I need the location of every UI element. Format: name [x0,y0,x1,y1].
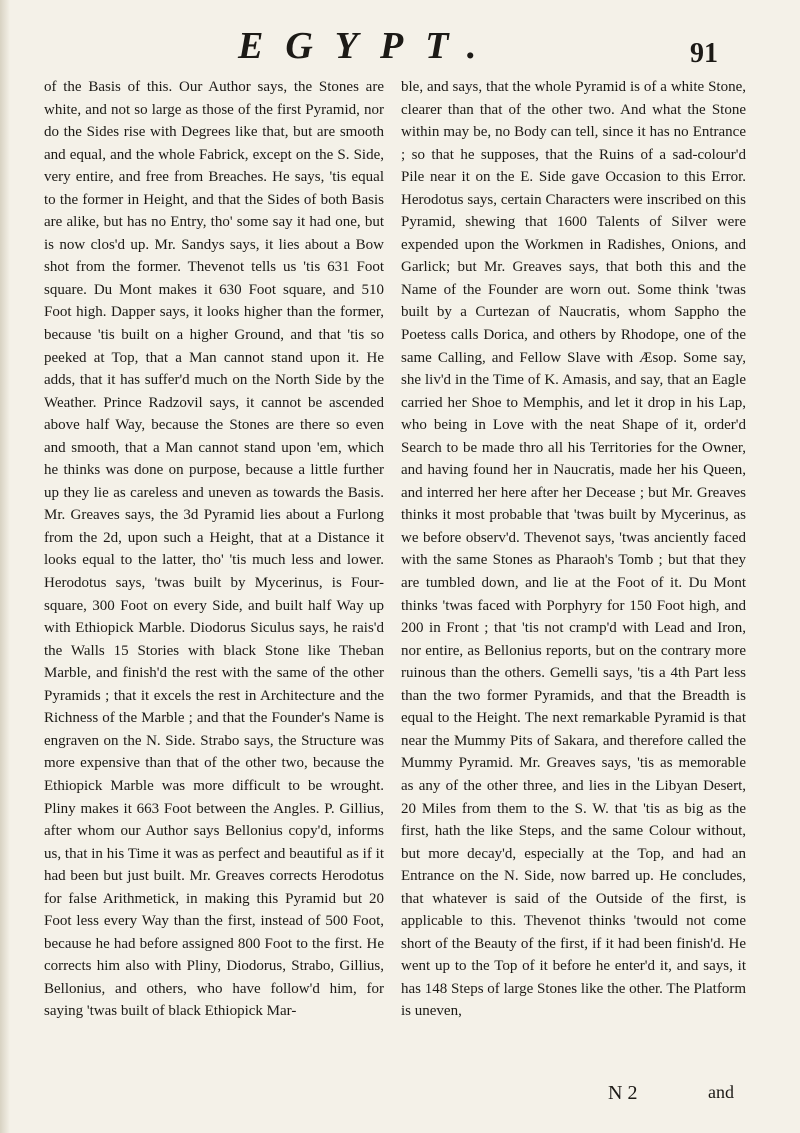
right-column [401,76,746,1023]
signature-mark: N 2 [608,1082,638,1104]
left-column-text: of the Basis of this. Our Author says, the Stones are white, and not so large as those of the first Pyramid, nor do the Sides rise with Degrees like that, but are smooth and equal, and the whole Fabrick, except on the S. Side, very entire, and free from Breaches. He says, 'tis equal to the former in Height, and that the Sides of both Basis are alike, but has no Entry, tho' some say it had one, but is now clos'd up. Mr. Sandys says, it lies about a Bow shot from the former. Thevenot tells us 'tis 631 Foot square. Du Mont makes it 630 Foot square, and 510 Foot high. Dapper says, it looks higher than the former, because 'tis built on a higher Ground, and that 'tis so peeked at Top, that a Man cannot stand upon it. He adds, that it has suffer'd much on the North Side by the Weather. Prince Radzovil says, it cannot be ascended above half Way, because the Stones are there so even and smooth, that a Man cannot stand upon 'em, which he thinks was done on purpose, because a little further up they lie as careless and uneven as towards the Basis. Mr. Greaves says, the 3d Pyramid lies about a Furlong from the 2d, upon such a Height, that at a Distance it looks equal to the latter, tho' 'tis much less and lower. Herodotus says, 'twas built by Mycerinus, is Four-square, 300 Foot on every Side, and built half Way up with Ethiopick Marble. Diodorus Siculus says, he rais'd the Walls 15 Stories with black Stone like Theban Marble, and finish'd the rest with the same of the other Pyramids ; that it excels the rest in Architecture and the Richness of the Marble ; and that the Founder's Name is engraven on the N. Side. Strabo says, the Structure was more expensive than that of the other two, because the Ethiopick Marble was more difficult to be wrought. Pliny makes it 663 Foot between the Angles. P. Gillius, after whom our Author says Bellonius copy'd, informs us, that in his Time it was as perfect and beautiful as if it had been but just built. Mr. Greaves corrects Herodotus for false Arithmetick, in making this Pyramid but 20 Foot less every Way than the first, instead of 500 Foot, because he had before assigned 800 Foot to the first. He corrects him also with Pliny, Diodorus, Strabo, Gillius, Bellonius, and others, who have follow'd him, for saying 'twas built of black Ethiopick Mar- [44,79,384,1020]
left-column [44,76,384,1023]
catchword: and [708,1082,734,1102]
running-head: EGYPT. [238,25,499,67]
right-column-text: ble, and says, that the whole Pyramid is of a white Stone, clearer than that of the other two. And what the Stone within may be, no Body can tell, since it has no Entrance ; so that he supposes, that the Ruins of a sad-colour'd Pile near it on the E. Side gave Occasion to this Error. Herodotus says, certain Characters were inscribed on this Pyramid, shewing that 1600 Talents of Silver were expended upon the Workmen in Radishes, Onions, and Garlick; but Mr. Greaves says, that both this and the Name of the Founder are worn out. Some think 'twas built by a Curtezan of Naucratis, whom Sappho the Poetess calls Dorica, and others by Rhodope, one of the same Calling, and Fellow Slave with Æsop. Some say, she liv'd in the Time of K. Amasis, and say, that an Eagle carried her Shoe to Memphis, and let it drop in his Lap, who being in Love with the neat Shape of it, order'd Search to be made thro all his Territories for the Owner, and having found her in Naucratis, made her his Queen, and interred her here after her Decease ; but Mr. Greaves thinks it most probable that 'twas built by Mycerinus, as we before observ'd. Thevenot says, 'twas anciently faced with the same Stones as Pharaoh's Tomb ; but that they are tumbled down, and lie at the Foot of it. Du Mont thinks 'twas faced with Porphyry for 150 Foot high, and 200 in Front ; that 'tis not cramp'd with Lead and Iron, nor entire, as Bellonius reports, but on the contrary more ruinous than the others. Gemelli says, 'tis a 4th Part less than the two former Pyramids, and that the Breadth is equal to the Height. The next remarkable Pyramid is that near the Mummy Pits of Sakara, and therefore called the Mummy Pyramid. Mr. Greaves says, 'tis as memorable as any of the other three, and lies in the Libyan Desert, 20 Miles from them to the S. W. that 'tis as big as the first, hath the like Steps, and the same Colour without, but more decay'd, especially at the Top, and had an Entrance on the N. Side, now barred up. He concludes, that whatever is said of the Outside of the first, is applicable to this. Thevenot thinks 'twould not come short of the Beauty of the first, if it had been finish'd. He went up to the Top of it before he enter'd it, and says, it has 148 Steps of large Stones like the other. The Platform is uneven, [401,79,746,1020]
page-number: 91 [690,38,718,69]
page-footer [0,1082,800,1112]
page-header [0,16,800,76]
binding-edge [0,0,10,1133]
